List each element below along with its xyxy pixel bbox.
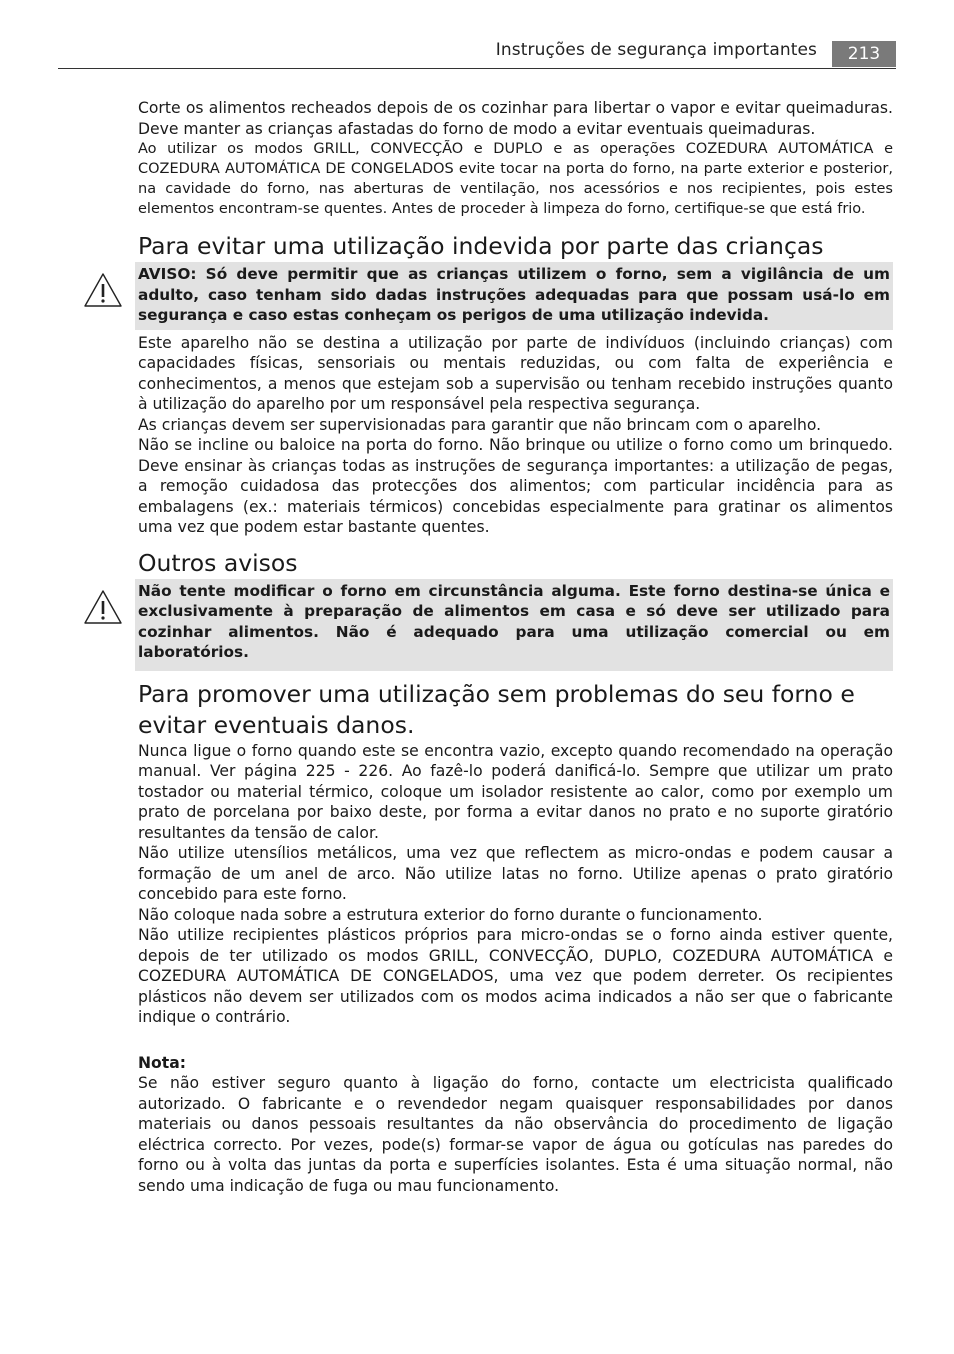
note-text: Se não estiver seguro quanto à ligação do forno, contacte um electricista qualificado autorizado. O fabricante e o revendedor negam quaisquer responsabilidades por danos materiais ou danos pessoais resultantes da não observância do procedimento de ligação eléctrica correcto. Por vezes, pode(s) formar-se vapor de água ou gotículas nas paredes do forno ou à volta das juntas da porta e superfícies isolantes. Esta é uma situação normal, não sendo uma indicação de fuga ou mau funcionamento. [138, 1074, 893, 1195]
use-paragraph-2: Não utilize utensílios metálicos, uma vez que reflectem as micro-ondas e podem causar a formação de um anel de arco. Não utilize latas no forno. Utilize apenas o prato giratório concebido para este forno. [138, 844, 893, 903]
use-paragraph-1: Nunca ligue o forno quando este se encontra vazio, excepto quando recomendado na operação manual. Ver página 225 - 226. Ao fazê-lo poderá danificá-lo. Sempre que utilizar um prato tostador ou material térmico, coloque um isolador resistente ao calor, como por exemplo um prato de porcelana por baixo deste, por forma a evitar danos no prato e no suporte giratório resultantes da tensão de calor. [138, 741, 893, 842]
intro-paragraph-1: Corte os alimentos recheados depois de os cozinhar para libertar o vapor e evitar queimaduras. Deve manter as crianças afastadas do forno de modo a evitar eventuais queimaduras. [138, 99, 893, 138]
warning-text-other: Não tente modificar o forno em circunstância alguma. Este forno destina-se única e exclusivamente à preparação de alimentos em casa e só deve ser utilizado para cozinhar alimentos. Não é adequado para uma utilização comercial ou em laboratórios. [138, 581, 890, 661]
section-heading-other: Outros avisos [138, 548, 298, 577]
section-heading-use: Para promover uma utilização sem problemas do seu forno e evitar eventuais danos. [138, 679, 855, 739]
page-header-title: Instruções de segurança importantes [495, 40, 817, 60]
intro-paragraph-2: Ao utilizar os modos GRILL, CONVECÇÃO e DUPLO e as operações COZEDURA AUTOMÁTICA e COZEDURA AUTOMÁTICA DE CONGELADOS evite tocar na porta do forno, na parte exterior e posterior, na cavidade do forno, nas aberturas de ventilação, nos acessórios e nos recipientes, pois estes elementos encontram-se quentes. Antes de proceder à limpeza do forno, certifique-se que está frio. [138, 141, 893, 217]
header-divider [58, 68, 896, 69]
warning-box-other [135, 579, 893, 671]
section-heading-children: Para evitar uma utilização indevida por parte das crianças [138, 232, 824, 260]
warning-triangle-icon [83, 272, 123, 308]
note-label: Nota: [138, 1053, 186, 1072]
page-number: 213 [832, 41, 896, 67]
use-paragraph-4: Não utilize recipientes plásticos próprios para micro-ondas se o forno ainda estiver quente, depois de ter utilizado os modos GRILL, CONVECÇÃO, DUPLO, COZEDURA AUTOMÁTICA e COZEDURA AUTOMÁTICA DE CONGELADOS, uma vez que podem derreter. Os recipientes plásticos não devem ser utilizados com os modos acima indicados a não ser que o fabricante indique o contrário. [138, 926, 893, 1026]
warning-text-children: AVISO: Só deve permitir que as crianças utilizem o forno, sem a vigilância de um adulto, caso tenham sido dadas instruções adequadas para que possam usá-lo em segurança e caso estas conheçam os perigos de uma utilização indevida. [138, 265, 890, 324]
warning-triangle-icon [83, 589, 123, 625]
use-paragraph-3: Não coloque nada sobre a estrutura exterior do forno durante o funcionamento. [138, 905, 763, 924]
warning-box-children [135, 262, 893, 330]
page-content [138, 98, 893, 1196]
children-paragraph-1: Este aparelho não se destina a utilização por parte de indivíduos (incluindo crianças) com capacidades físicas, sensoriais ou mentais reduzidas, ou com falta de experiência e conhecimentos, a menos que estejam sob a supervisão ou tenham recebido instruções quanto à utilização do aparelho por um responsável pela respectiva segurança. [138, 333, 893, 413]
children-paragraph-2: As crianças devem ser supervisionadas para garantir que não brincam com o aparelho. [138, 415, 822, 434]
children-paragraph-3: Não se incline ou baloice na porta do forno. Não brinque ou utilize o forno como um brinquedo. Deve ensinar às crianças todas as instruções de segurança importantes: a utilização de pegas, a remoção cuidadosa das protecções dos alimentos; com particular incidência para as embalagens (ex.: materiais térmicos) concebidas especialmente para gratinar os alimentos uma vez que podem estar bastante quentes. [138, 436, 893, 536]
